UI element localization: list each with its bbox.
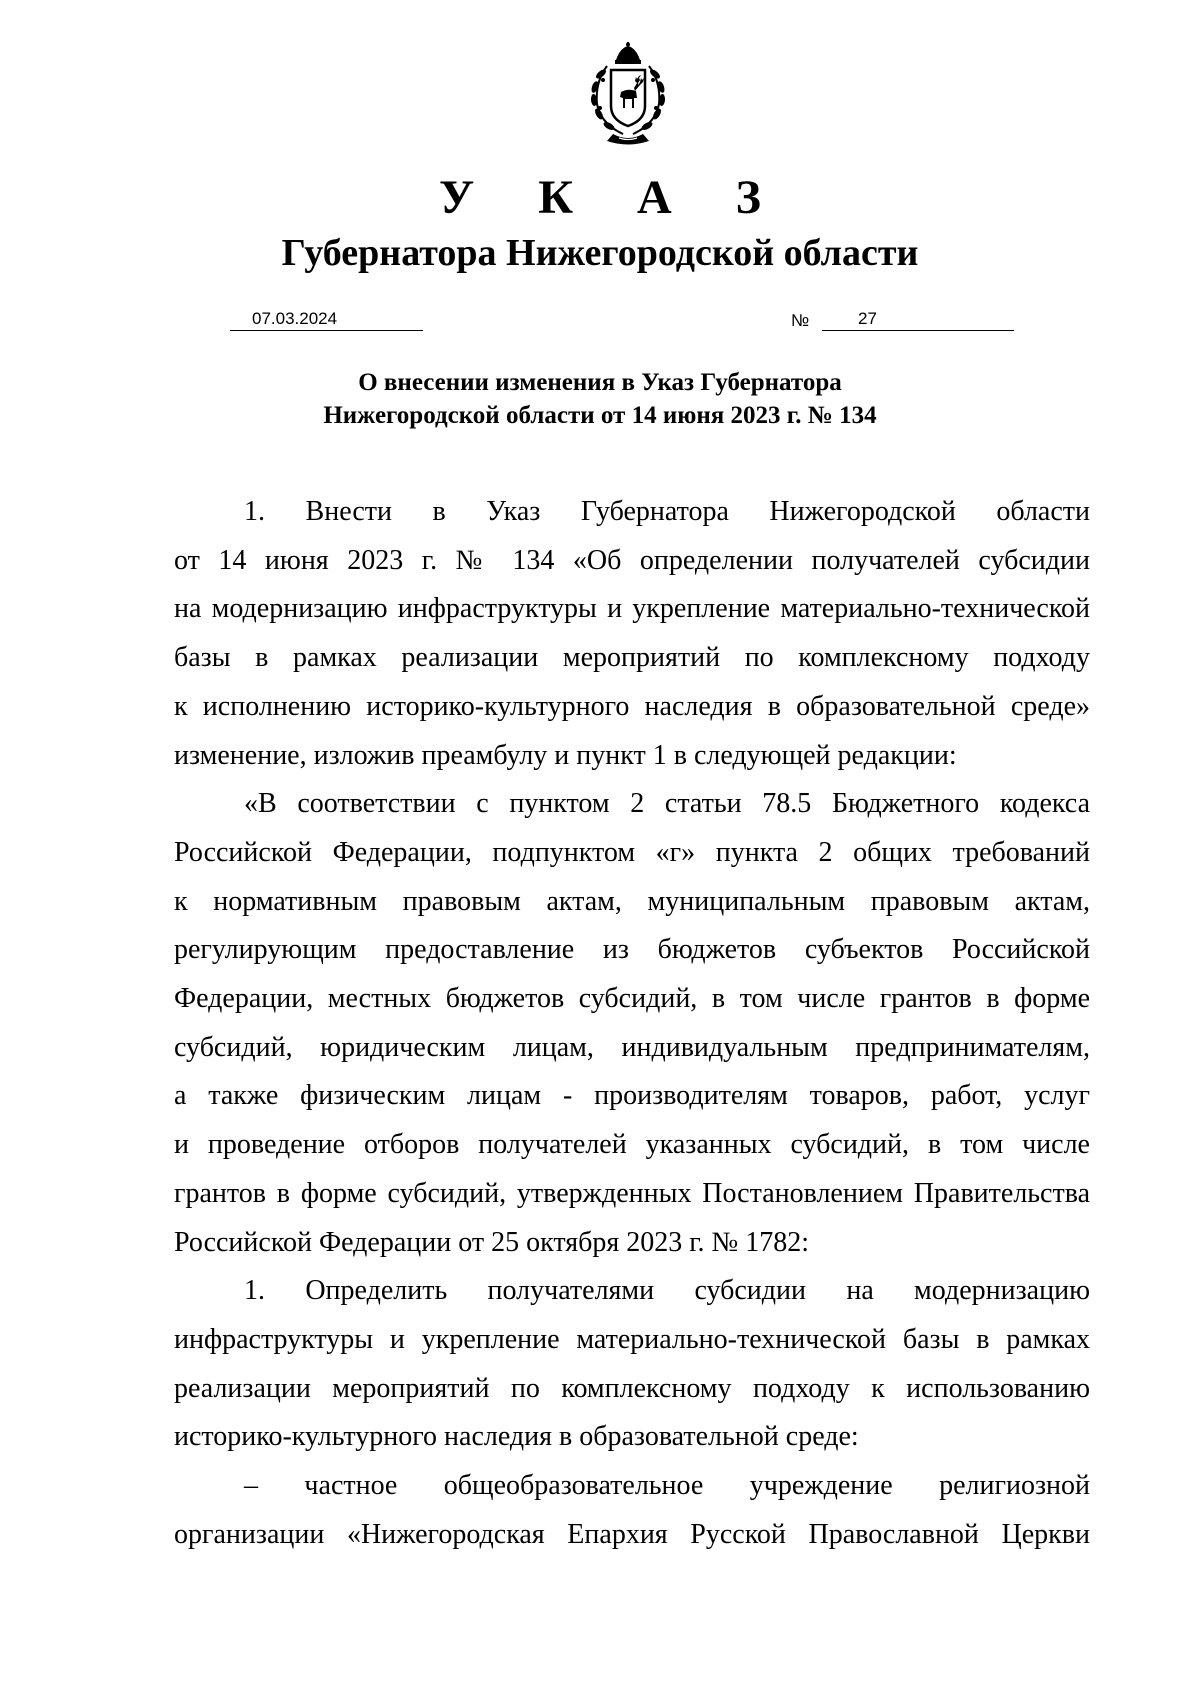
text-line: на модернизацию инфраструктуры и укрепление материально-технической (174, 593, 1090, 625)
paragraph-2 (174, 780, 1090, 1267)
paragraph-3 (174, 1267, 1090, 1462)
text-line: 1. Определить получателями субсидии на модернизацию (244, 1275, 1090, 1307)
text-line: изменение, изложив преамбулу и пункт 1 в следующей редакции: (174, 739, 957, 771)
text-line: Федерации, местных бюджетов субсидий, в том числе грантов в форме (174, 983, 1090, 1015)
text-line: базы в рамках реализации мероприятий по комплексному подходу (174, 642, 1090, 674)
document-date: 07.03.2024 (230, 308, 423, 331)
text-line: организации «Нижегородская Епархия Русской Православной Церкви (174, 1518, 1090, 1550)
text-line: инфраструктуры и укрепление материально-технической базы в рамках (174, 1323, 1090, 1355)
text-line: 1. Внести в Указ Губернатора Нижегородской области (244, 496, 1090, 527)
text-line: Российской Федерации, подпунктом «г» пункта 2 общих требований (174, 836, 1090, 868)
document-subtitle: Губернатора Нижегородской области (281, 232, 919, 274)
text-line: реализации мероприятий по комплексному подходу к использованию (174, 1372, 1090, 1404)
document-body (174, 488, 1090, 1559)
paragraph-4 (174, 1462, 1090, 1559)
coat-of-arms-emblem (573, 42, 683, 147)
text-line: историко-культурного наследия в образовательной среде: (174, 1421, 859, 1453)
document-number: 27 (822, 308, 1014, 331)
text-line: Российской Федерации от 25 октября 2023 г. № 1782: (174, 1226, 810, 1258)
text-line: субсидий, юридическим лицам, индивидуальным предпринимателям, (174, 1031, 1090, 1063)
paragraph-1 (174, 488, 1090, 780)
heading-line: Нижегородской области от 14 июня 2023 г. № 134 (323, 402, 877, 429)
number-sign: № (791, 311, 810, 330)
text-line: от 14 июня 2023 г. № 134 «Об определении получателей субсидии (174, 544, 1090, 576)
text-line: и проведение отборов получателей указанных субсидий, в том числе (174, 1129, 1090, 1161)
document-title: У К А З (438, 171, 788, 224)
text-line: к исполнению историко-культурного наследия в образовательной среде» (174, 690, 1090, 722)
text-line: – частное общеобразовательное учреждение религиозной (244, 1470, 1090, 1502)
text-line: а также физическим лицам - производителям товаров, работ, услуг (174, 1080, 1090, 1112)
text-line: регулирующим предоставление из бюджетов субъектов Российской (174, 934, 1090, 966)
document-heading (0, 366, 1200, 432)
text-line: «В соответствии с пунктом 2 статьи 78.5 Бюджетного кодекса (244, 788, 1090, 820)
text-line: к нормативным правовым актам, муниципальным правовым актам, (174, 885, 1090, 917)
text-line: грантов в форме субсидий, утвержденных Постановлением Правительства (174, 1177, 1090, 1209)
heading-line: О внесении изменения в Указ Губернатора (358, 369, 842, 396)
